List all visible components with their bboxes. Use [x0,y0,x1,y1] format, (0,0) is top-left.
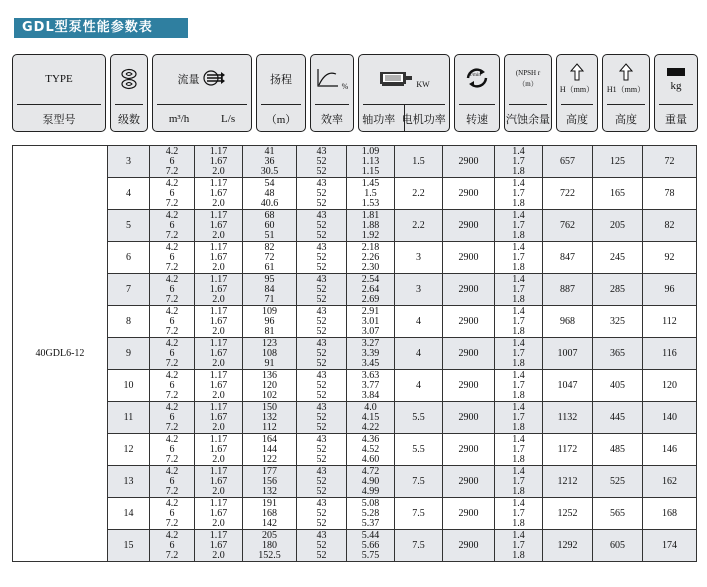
npsh-cell: 1.4 1.7 1.8 [495,210,543,242]
table-row [13,498,697,530]
weight-cell: 96 [643,274,697,306]
shaft-power-cell: 1.81 1.88 1.92 [347,210,395,242]
stages-cell: 5 [108,210,150,242]
efficiency-cell: 43 52 52 [297,338,347,370]
shaft-power-cell: 1.45 1.5 1.53 [347,178,395,210]
shaft-power-cell: 2.18 2.26 2.30 [347,242,395,274]
stages-cell: 15 [108,530,150,562]
height-h1-cell: 205 [593,210,643,242]
table-title: GDL型泵性能参数表 [14,18,188,38]
height-h-cell: 1047 [543,370,593,402]
stages-cell: 12 [108,434,150,466]
flow-ls-cell: 1.17 1.67 2.0 [195,210,243,242]
stages-label: 级数 [118,114,140,126]
stages-cell: 8 [108,306,150,338]
model-cell: 40GDL6-12 [13,146,108,562]
h-label: 高度 [566,114,588,126]
header-flow [152,54,252,132]
efficiency-cell: 43 52 52 [297,466,347,498]
head-cell: 54 48 40.6 [243,178,297,210]
weight-cell: 112 [643,306,697,338]
kg-unit: kg [670,79,682,92]
flow-m3h-cell: 4.2 6 7.2 [150,146,195,178]
flow-m3h-cell: 4.2 6 7.2 [150,274,195,306]
speed-cell: 2900 [443,210,495,242]
flow-ls-cell: 1.17 1.67 2.0 [195,242,243,274]
height-h-cell: 1212 [543,466,593,498]
rotation-icon [463,67,491,92]
flow-m3h-cell: 4.2 6 7.2 [150,210,195,242]
npsh-name: 汽蚀余量 [506,114,550,126]
height-h-cell: 762 [543,210,593,242]
motor-power-cell: 3 [395,242,443,274]
table-row [13,242,697,274]
npsh-cell: 1.4 1.7 1.8 [495,402,543,434]
type-label: TYPE [45,73,73,85]
impeller-icon [111,55,147,103]
height-h-cell: 1172 [543,434,593,466]
head-cell: 41 36 30.5 [243,146,297,178]
speed-cell: 2900 [443,146,495,178]
npsh-label: (NPSH r [515,69,541,77]
flow-m3h-cell: 4.2 6 7.2 [150,178,195,210]
speed-cell: 2900 [443,274,495,306]
head-cell: 82 72 61 [243,242,297,274]
stages-cell: 9 [108,338,150,370]
weight-cell: 120 [643,370,697,402]
speed-cell: 2900 [443,242,495,274]
efficiency-label: 效率 [321,114,343,126]
head-cell: 205 180 152.5 [243,530,297,562]
flow-label: 流量 [177,74,200,86]
flow-ls-cell: 1.17 1.67 2.0 [195,306,243,338]
head-cell: 123 108 91 [243,338,297,370]
motor-power-cell: 1.5 [395,146,443,178]
flow-ls-cell: 1.17 1.67 2.0 [195,402,243,434]
speed-cell: 2900 [443,498,495,530]
shaft-power-cell: 3.63 3.77 3.84 [347,370,395,402]
flow-ls-cell: 1.17 1.67 2.0 [195,178,243,210]
performance-table [12,145,697,562]
head-cell: 136 120 102 [243,370,297,402]
flow-ls-cell: 1.17 1.67 2.0 [195,146,243,178]
motor-power-cell: 4 [395,370,443,402]
height-h1-cell: 445 [593,402,643,434]
table-row [13,370,697,402]
stages-cell: 14 [108,498,150,530]
table-row [13,146,697,178]
flow-m3h-cell: 4.2 6 7.2 [150,530,195,562]
header-head [256,54,306,132]
flow-m3h-cell: 4.2 6 7.2 [150,338,195,370]
speed-cell: 2900 [443,466,495,498]
height-h-cell: 1132 [543,402,593,434]
weight-cell: 174 [643,530,697,562]
flow-unit-m3h: m³/h [168,113,190,125]
flow-ls-cell: 1.17 1.67 2.0 [195,498,243,530]
npsh-cell: 1.4 1.7 1.8 [495,466,543,498]
height-h-cell: 1252 [543,498,593,530]
efficiency-cell: 43 52 52 [297,178,347,210]
height-h-cell: 847 [543,242,593,274]
efficiency-cell: 43 52 52 [297,242,347,274]
head-cell: 164 144 122 [243,434,297,466]
flow-ls-cell: 1.17 1.67 2.0 [195,338,243,370]
weight-cell: 168 [643,498,697,530]
efficiency-cell: 43 52 52 [297,370,347,402]
height-h1-cell: 325 [593,306,643,338]
efficiency-cell: 43 52 52 [297,530,347,562]
flow-icon [203,69,227,90]
h-unit: H（mm） [559,85,595,94]
flow-unit-ls: L/s [221,113,236,125]
table-row [13,402,697,434]
motor-power-cell: 3 [395,274,443,306]
motor-power-cell: 4 [395,306,443,338]
table-row [13,178,697,210]
efficiency-unit: % [341,82,349,91]
height-h1-cell: 245 [593,242,643,274]
flow-m3h-cell: 4.2 6 7.2 [150,402,195,434]
height-h-cell: 968 [543,306,593,338]
motor-power-cell: 2.2 [395,178,443,210]
arrow-up-icon [619,63,633,84]
weight-cell: 146 [643,434,697,466]
header-efficiency [310,54,354,132]
model-label: 泵型号 [42,114,76,126]
height-h-cell: 1292 [543,530,593,562]
motor-icon [378,68,414,91]
efficiency-cell: 43 52 52 [297,274,347,306]
flow-m3h-cell: 4.2 6 7.2 [150,434,195,466]
header-speed [454,54,500,132]
flow-m3h-cell: 4.2 6 7.2 [150,466,195,498]
table-row [13,434,697,466]
efficiency-cell: 43 52 52 [297,402,347,434]
motor-power-cell: 7.5 [395,530,443,562]
height-h1-cell: 565 [593,498,643,530]
motor-power-cell: 4 [395,338,443,370]
stages-cell: 7 [108,274,150,306]
motor-power-cell: 7.5 [395,466,443,498]
shaft-power-label: 轴功率 [362,114,396,126]
motor-power-cell: 5.5 [395,434,443,466]
weight-cell: 162 [643,466,697,498]
flow-ls-cell: 1.17 1.67 2.0 [195,434,243,466]
weight-cell: 140 [643,402,697,434]
stages-cell: 4 [108,178,150,210]
npsh-cell: 1.4 1.7 1.8 [495,274,543,306]
header-type [12,54,106,132]
weight-cell: 92 [643,242,697,274]
shaft-power-cell: 3.27 3.39 3.45 [347,338,395,370]
height-h-cell: 722 [543,178,593,210]
height-h1-cell: 285 [593,274,643,306]
speed-cell: 2900 [443,402,495,434]
head-unit: （m） [265,114,297,126]
weight-cell: 116 [643,338,697,370]
header-weight [654,54,698,132]
npsh-cell: 1.4 1.7 1.8 [495,146,543,178]
flow-ls-cell: 1.17 1.67 2.0 [195,530,243,562]
arrow-up-icon [570,63,584,84]
npsh-cell: 1.4 1.7 1.8 [495,530,543,562]
head-cell: 191 168 142 [243,498,297,530]
efficiency-cell: 43 52 52 [297,146,347,178]
npsh-cell: 1.4 1.7 1.8 [495,178,543,210]
stages-cell: 13 [108,466,150,498]
flow-ls-cell: 1.17 1.67 2.0 [195,274,243,306]
shaft-power-cell: 5.08 5.28 5.37 [347,498,395,530]
efficiency-cell: 43 52 52 [297,434,347,466]
height-h1-cell: 485 [593,434,643,466]
speed-label: 转速 [466,114,488,126]
height-h-cell: 887 [543,274,593,306]
flow-m3h-cell: 4.2 6 7.2 [150,242,195,274]
head-cell: 109 96 81 [243,306,297,338]
table-row [13,466,697,498]
height-h1-cell: 605 [593,530,643,562]
weight-icon [666,67,686,80]
efficiency-cell: 43 52 52 [297,210,347,242]
npsh-cell: 1.4 1.7 1.8 [495,498,543,530]
header-power [358,54,450,132]
speed-unit: r/min [470,72,481,78]
table-row [13,530,697,562]
height-h1-cell: 405 [593,370,643,402]
motor-power-cell: 5.5 [395,402,443,434]
speed-cell: 2900 [443,178,495,210]
stages-cell: 6 [108,242,150,274]
stages-cell: 3 [108,146,150,178]
head-cell: 95 84 71 [243,274,297,306]
shaft-power-cell: 2.91 3.01 3.07 [347,306,395,338]
shaft-power-cell: 1.09 1.13 1.15 [347,146,395,178]
flow-m3h-cell: 4.2 6 7.2 [150,498,195,530]
flow-m3h-cell: 4.2 6 7.2 [150,306,195,338]
header-height-h1 [602,54,650,132]
header-height-h [556,54,598,132]
flow-m3h-cell: 4.2 6 7.2 [150,370,195,402]
speed-cell: 2900 [443,530,495,562]
weight-cell: 78 [643,178,697,210]
speed-cell: 2900 [443,370,495,402]
stages-cell: 10 [108,370,150,402]
npsh-cell: 1.4 1.7 1.8 [495,434,543,466]
npsh-unit: （m） [518,80,538,88]
height-h1-cell: 125 [593,146,643,178]
h1-label: 高度 [615,114,637,126]
header-npsh [504,54,552,132]
efficiency-cell: 43 52 52 [297,306,347,338]
shaft-power-cell: 2.54 2.64 2.69 [347,274,395,306]
motor-power-cell: 7.5 [395,498,443,530]
stages-cell: 11 [108,402,150,434]
weight-cell: 82 [643,210,697,242]
head-label: 扬程 [270,74,292,86]
npsh-cell: 1.4 1.7 1.8 [495,370,543,402]
shaft-power-cell: 5.44 5.66 5.75 [347,530,395,562]
power-unit: KW [416,80,430,89]
speed-cell: 2900 [443,338,495,370]
weight-cell: 72 [643,146,697,178]
efficiency-cell: 43 52 52 [297,498,347,530]
speed-cell: 2900 [443,306,495,338]
head-cell: 177 156 132 [243,466,297,498]
height-h-cell: 657 [543,146,593,178]
motor-power-cell: 2.2 [395,210,443,242]
height-h1-cell: 365 [593,338,643,370]
table-row [13,210,697,242]
table-row [13,306,697,338]
h1-unit: H1（mm） [606,85,646,94]
height-h-cell: 1007 [543,338,593,370]
table-row [13,274,697,306]
motor-power-label: 电机功率 [401,114,446,126]
efficiency-curve-icon [316,68,342,91]
shaft-power-cell: 4.36 4.52 4.60 [347,434,395,466]
weight-label: 重量 [665,114,687,126]
speed-cell: 2900 [443,434,495,466]
table-row [13,338,697,370]
shaft-power-cell: 4.0 4.15 4.22 [347,402,395,434]
npsh-cell: 1.4 1.7 1.8 [495,306,543,338]
flow-ls-cell: 1.17 1.67 2.0 [195,370,243,402]
npsh-cell: 1.4 1.7 1.8 [495,338,543,370]
npsh-cell: 1.4 1.7 1.8 [495,242,543,274]
column-header [12,54,698,134]
head-cell: 150 132 112 [243,402,297,434]
flow-ls-cell: 1.17 1.67 2.0 [195,466,243,498]
height-h1-cell: 525 [593,466,643,498]
head-cell: 68 60 51 [243,210,297,242]
header-stages [110,54,148,132]
shaft-power-cell: 4.72 4.90 4.99 [347,466,395,498]
height-h1-cell: 165 [593,178,643,210]
